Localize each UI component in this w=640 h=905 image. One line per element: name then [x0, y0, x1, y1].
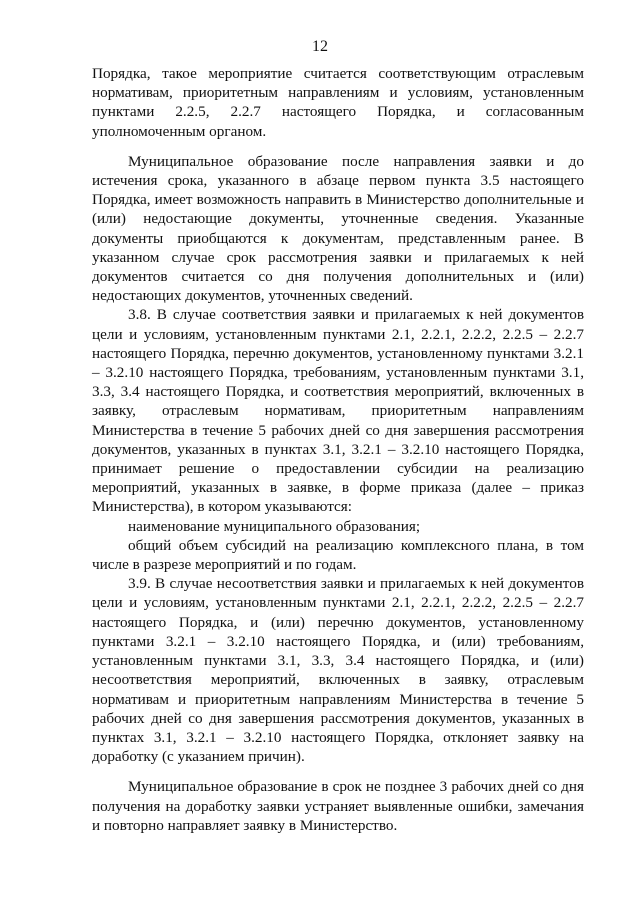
paragraph-additional-documents: Муниципальное образование после направления заявки и до истечения срока, указанного в абзаце первом пункта 3.5 настоящего Порядка, имеет возможность направить в Министерство дополнительные и (или) недостающие документы, уточненные сведения. Указанные документы приобщаются к документам, представленным ранее. В указанном случае срок рассмотрения заявки и прилагаемых к ней документов считается со дня получения дополнительных и (или) недостающих документов, уточненных сведений.: [92, 152, 584, 305]
paragraph-clause-3-9: 3.9. В случае несоответствия заявки и прилагаемых к ней документов цели и условиям, установленным пунктами 2.1, 2.2.1, 2.2.2, 2.2.5 – 2.2.7 настоящего Порядка, и (или) перечню документов, установленному пунктами 3.2.1 – 3.2.10 настоящего Порядка, и (или) требованиям, установленным пунктами 3.1, 3.3, 3.4 настоящего Порядка, и (или) несоответствия мероприятий, включенных в заявку, отраслевым нормативам и приоритетным направлениям Министерства в течение 5 рабочих дней со дня завершения рассмотрения документов, указанных в пунктах 3.1, 3.2.1 – 3.2.10 настоящего Порядка, отклоняет заявку на доработку (с указанием причин).: [92, 575, 584, 766]
page-number: 12: [312, 38, 328, 55]
paragraph-clause-3-8: 3.8. В случае соответствия заявки и прилагаемых к ней документов цели и условиям, установленным пунктами 2.1, 2.2.1, 2.2.2, 2.2.5 – 2.2.7 настоящего Порядка, перечню документов, установленному пунктами 3.2.1 – 3.2.10 настоящего Порядка, требованиям, установленным пунктами 3.1, 3.3, 3.4 настоящего Порядка, и соответствия мероприятий, включенных в заявку, отраслевым нормативам, приоритетным направлениям Министерства в течение 5 рабочих дней со дня завершения рассмотрения документов, указанных в пунктах 3.1, 3.2.1 – 3.2.10 настоящего Порядка, принимает решение о предоставлении субсидии на реализацию мероприятий, указанных в заявке, в форме приказа (далее – приказ Министерства), в котором указываются:: [92, 306, 584, 516]
paragraph-list-item-subsidy-volume: общий объем субсидий на реализацию комплексного плана, в том числе в разрезе мероприятий и по годам.: [92, 536, 584, 574]
paragraph-continuation: Порядка, такое мероприятие считается соответствующим отраслевым нормативам, приоритетным направлениям и условиям, установленным пунктами 2.2.5, 2.2.7 настоящего Порядка, и согласованным уполномоченным органом.: [92, 65, 584, 140]
paragraph-list-item-municipality-name: наименование муниципального образования;: [128, 517, 421, 535]
paragraph-revision-deadline: Муниципальное образование в срок не позднее 3 рабочих дней со дня получения на доработку заявки устраняет выявленные ошибки, замечания и повторно направляет заявку в Министерство.: [92, 778, 584, 834]
document-body: [92, 64, 584, 835]
